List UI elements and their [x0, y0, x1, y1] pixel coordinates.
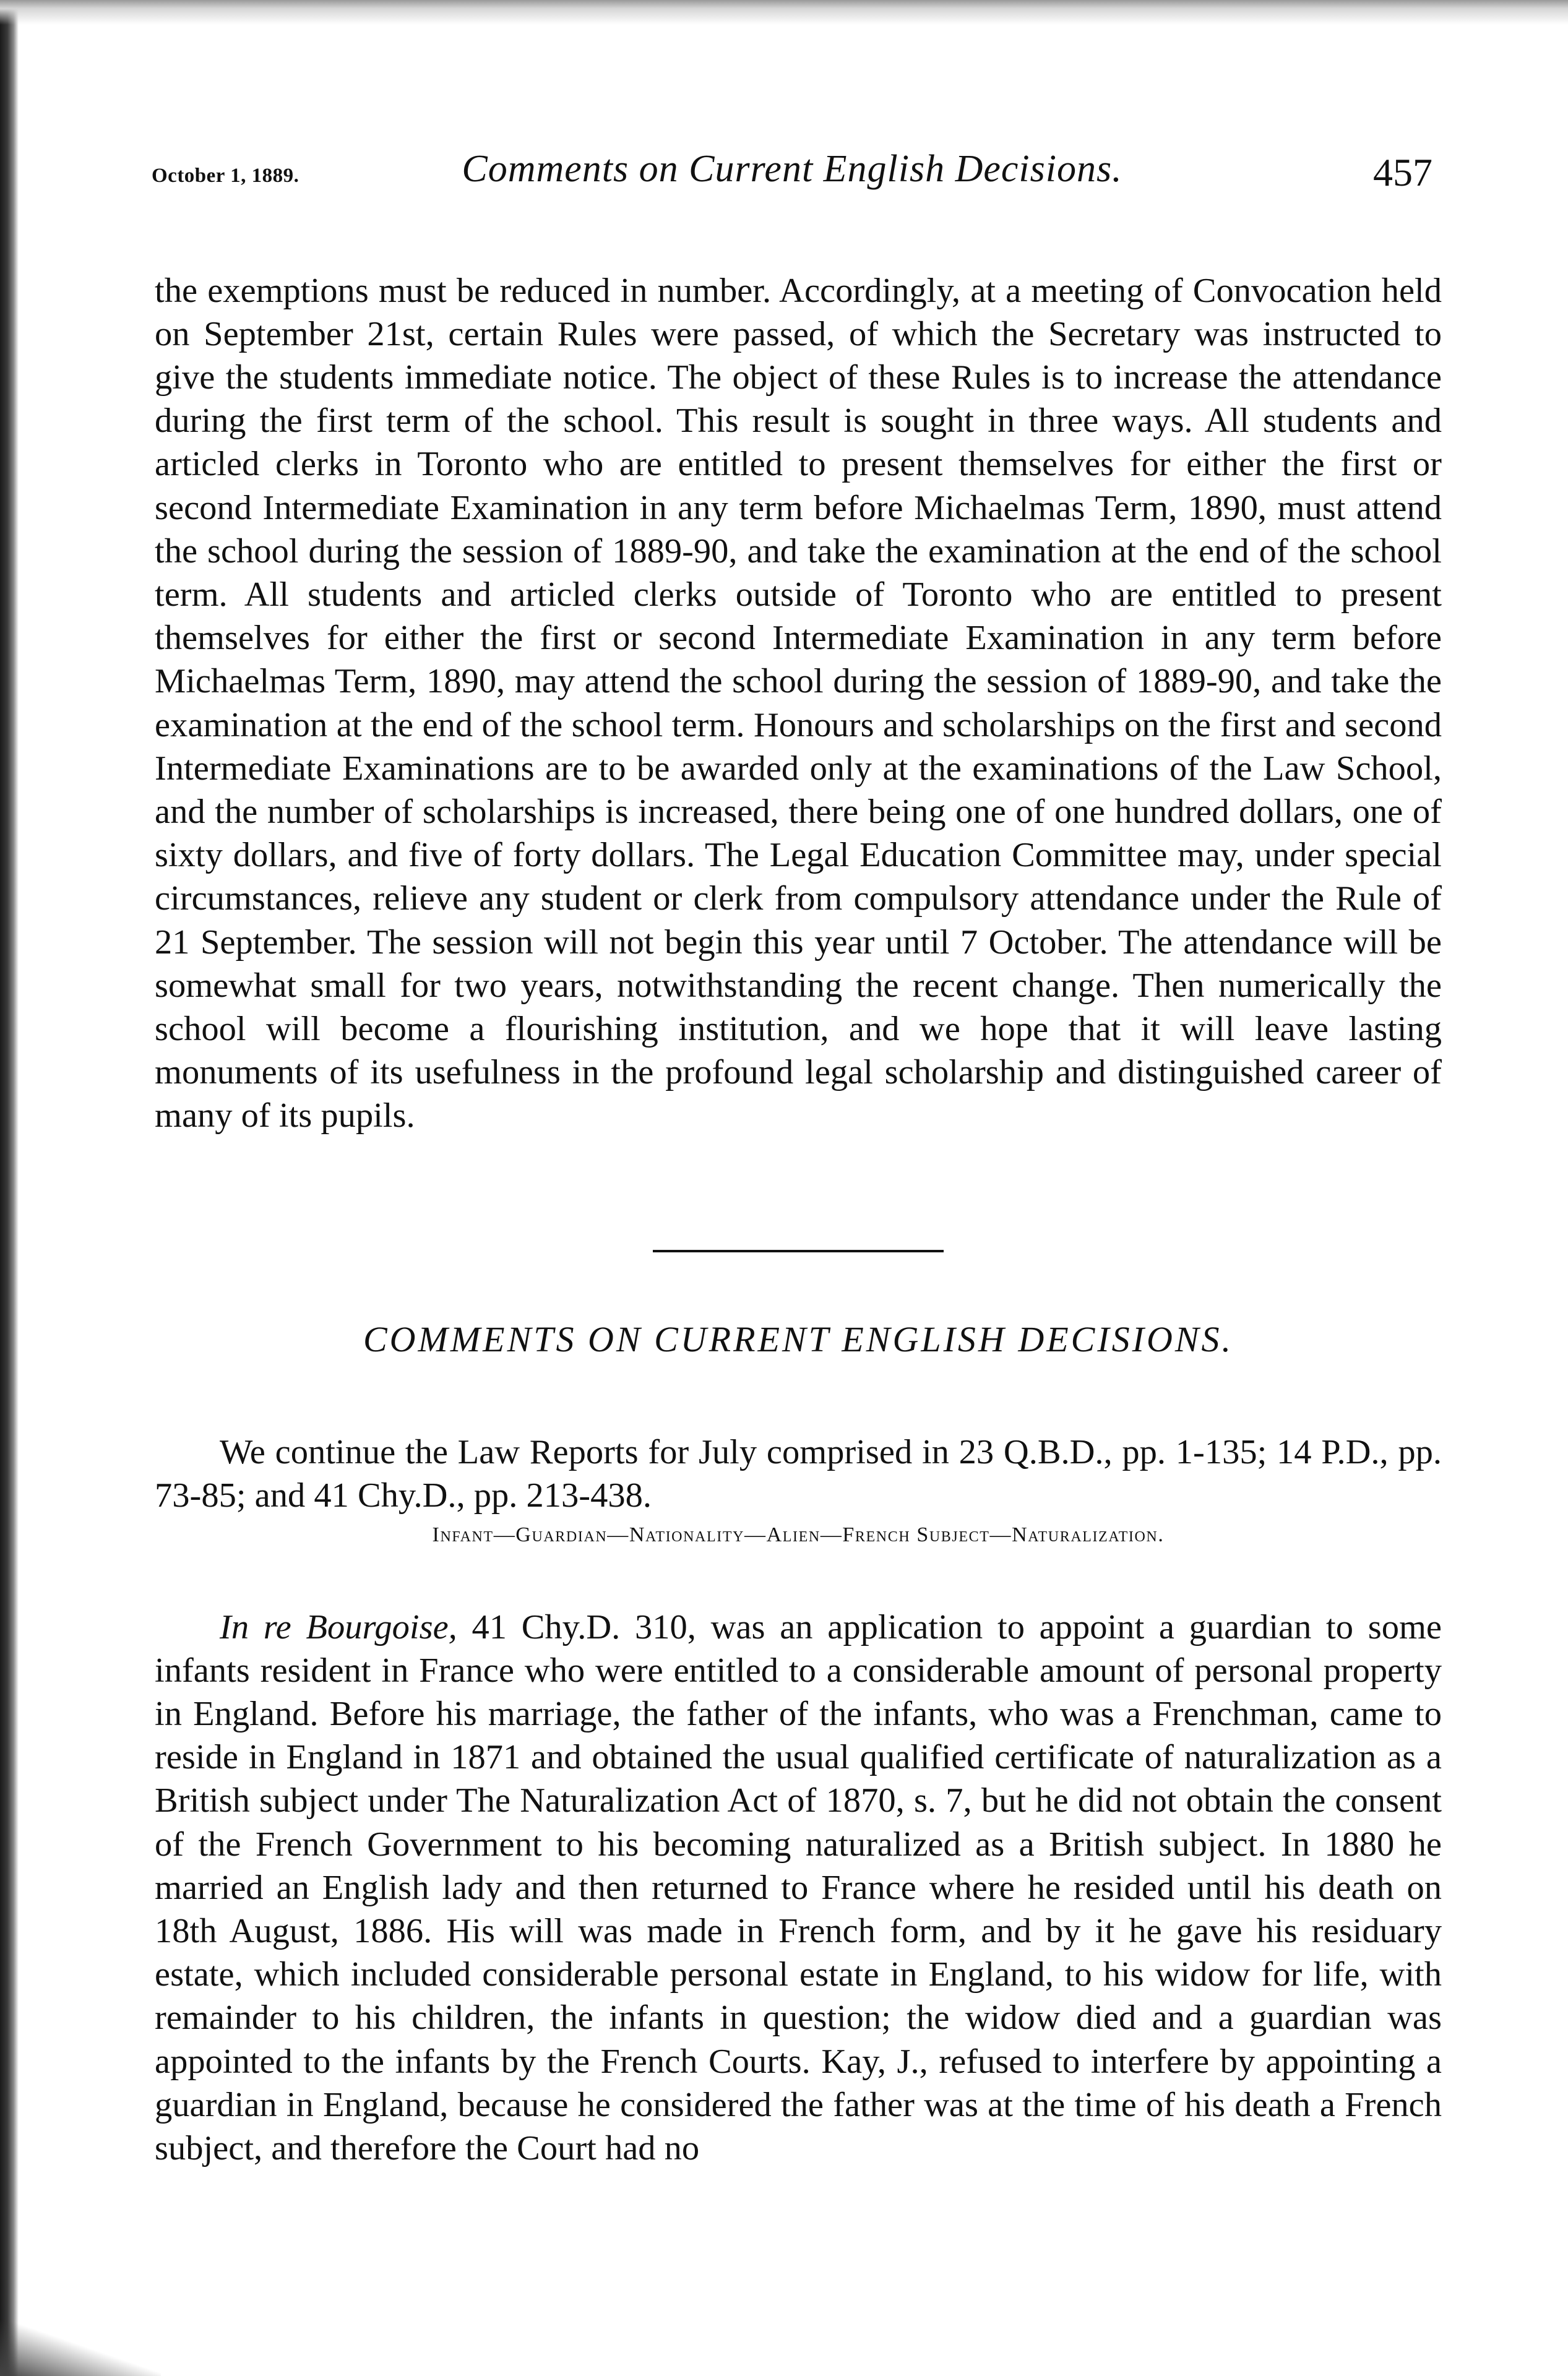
section-title: COMMENTS ON CURRENT ENGLISH DECISIONS.	[363, 1319, 1234, 1359]
page-corner-shadow	[0, 2320, 161, 2376]
case-headnote: Infant—Guardian—Nationality—Alien—French Subject—Naturalization.	[432, 1523, 1165, 1546]
body-paragraph-2	[155, 1606, 1442, 2171]
running-header	[152, 147, 1432, 203]
body-paragraph-1: the exemptions must be reduced in number. Accordingly, at a meeting of Convocation held on September 21st, certain Rules were passed, of which the Secretary was instructed to give the students immediate notice. The object of these Rules is to increase the attendance during the first term of the school. This result is sought in three ways. All students and articled clerks in Toronto who are entitled to present themselves for either the first or second Intermediate Examination in any term before Michaelmas Term, 1890, must attend the school during the session of 1889-90, and take the examination at the end of the school term. All students and articled clerks outside of Toronto who are entitled to present themselves for either the first or second Intermediate Examination in any term before Michaelmas Term, 1890, may attend the school during the session of 1889-90, and take the examination at the end of the school term. Honours and scholarships on the first and second Intermediate Examinations are to be awarded only at the examinations of the Law School, and the number of scholarships is increased, there being one of one hundred dollars, one of sixty dollars, and five of forty dollars. The Legal Education Committee may, under special circumstances, relieve any student or clerk from compulsory attendance under the Rule of 21 September. The session will not begin this year until 7 October. The attendance will be somewhat small for two years, notwithstanding the recent change. Then numerically the school will become a flourishing institution, and we hope that it will leave lasting monuments of its usefulness in the profound legal scholarship and distinguished career of many of its pupils.	[155, 271, 1442, 1135]
case-name: In re Bourgoise,	[220, 1608, 457, 1646]
section-divider	[653, 1250, 944, 1252]
header-date: October 1, 1889.	[152, 165, 299, 187]
case-text: 41 Chy.D. 310, was an application to appoint a guardian to some infants resident in France who were entitled to a considerable amount of personal property in England. Before his marriage, the father of the infants, who was a Frenchman, came to reside in England in 1871 and obtained the usual qualified certificate of naturalization as a British subject under The Naturalization Act of 1870, s. 7, but he did not obtain the consent of the French Government to his becoming naturalized as a British subject. In 1880 he married an English lady and then returned to France where he resided until his death on 18th August, 1886. His will was made in French form, and by it he gave his residuary estate, which included considerable personal estate in England, to his widow for life, with remainder to his children, the infants in question; the widow died and a guardian was appointed to the infants by the French Courts. Kay, J., refused to interfere by appointing a guardian in England, because he considered the father was at the time of his death a French subject, and therefore the Court had no	[155, 1608, 1442, 2167]
header-title: Comments on Current English Decisions.	[462, 148, 1122, 190]
page-top-shadow	[0, 0, 1568, 25]
section-intro: We continue the Law Reports for July comprised in 23 Q.B.D., pp. 1-135; 14 P.D., pp. 73-85; and 41 Chy.D., pp. 213-438.	[155, 1432, 1442, 1515]
page-edge-shadow	[0, 0, 19, 2376]
page-number: 457	[1373, 150, 1432, 194]
